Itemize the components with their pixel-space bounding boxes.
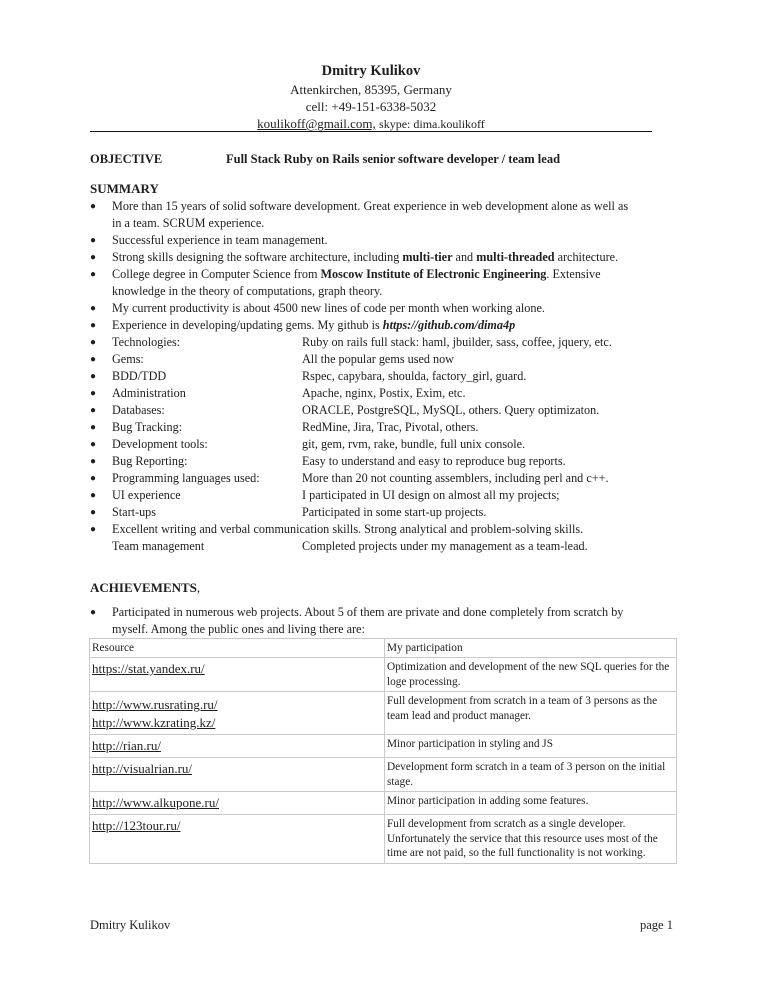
bullet-text: architecture. [554,250,619,264]
resource-cell [90,792,385,815]
participation-cell: Development form scratch in a team of 3 person on the initial stage. [385,758,677,792]
resource-cell [90,735,385,758]
list-item [90,419,702,436]
intro-line2: myself. Among the public ones and living there are: [112,622,365,636]
skype-handle: skype: dima.koulikoff [379,117,485,131]
skill-label: UI experience [112,488,181,502]
bullet-icon: ● [90,371,97,382]
bullet-text: and [452,250,477,264]
bullet-icon: ● [90,337,97,348]
objective-section [90,151,561,167]
achievements-heading [90,580,200,596]
skill-value: Rspec, capybara, shoulda, factory_girl, guard. [302,369,527,383]
list-item [90,402,702,419]
list-item [90,538,702,555]
bullet-icon: ● [90,524,97,535]
table-row [90,792,677,815]
cell-phone: cell: +49-151-6338-5032 [305,99,437,114]
bullet-text: Strong skills designing the software architecture, including [112,250,403,264]
bullet-text: College degree in Computer Science from [112,267,321,281]
bullet-icon: ● [90,507,97,518]
skill-label: Programming languages used: [112,471,260,485]
header-divider [90,131,652,132]
bullet-icon: ● [90,473,97,484]
footer-name: Dmitry Kulikov [90,918,171,932]
projects-table [89,638,677,864]
list-item [90,334,702,351]
achievements-intro [90,604,702,638]
bullet-text-line2: in a team. SCRUM experience. [112,216,265,230]
bullet-text: Experience in developing/updating gems. My github is [112,318,383,332]
participation-cell: Minor participation in styling and JS [385,735,677,758]
resource-link[interactable]: http://visualrian.ru/ [92,761,193,776]
skill-label: Bug Reporting: [112,454,188,468]
bullet-text: My current productivity is about 4500 new lines of code per month when working alone. [112,301,545,315]
column-header-resource: Resource [90,639,385,658]
bullet-icon: ● [90,252,97,263]
resource-link[interactable]: http://rian.ru/ [92,738,161,753]
summary-heading: SUMMARY [90,181,159,196]
skill-label: BDD/TDD [112,369,167,383]
resource-cell [90,815,385,864]
column-header-participation: My participation [385,639,677,658]
bullet-bold: multi-threaded [476,250,555,264]
address: Attenkirchen, 85395, Germany [290,82,452,97]
resource-link[interactable]: http://www.alkupone.ru/ [92,795,219,810]
table-row [90,735,677,758]
bullet-icon: ● [90,201,97,212]
list-item [90,385,702,402]
page-number: page 1 [640,918,673,932]
bullet-text: Excellent writing and verbal communication skills. Strong analytical and problem-solving skills. [112,522,584,536]
bullet-icon: ● [90,354,97,365]
resource-cell [90,658,385,692]
intro-line1: Participated in numerous web projects. About 5 of them are private and done completely from scratch by [112,605,624,619]
contact-header [90,62,652,133]
resource-link[interactable]: https://stat.yandex.ru/ [92,661,205,676]
list-item [90,232,702,249]
list-item [90,453,702,470]
table-row [90,692,677,735]
bullet-icon: ● [90,388,97,399]
candidate-name: Dmitry Kulikov [321,63,421,79]
resource-link[interactable]: http://123tour.ru/ [92,818,181,833]
objective-value: Full Stack Ruby on Rails senior software developer / team lead [226,152,561,166]
skill-value: Ruby on rails full stack: haml, jbuilder, sass, coffee, jquery, etc. [302,335,612,349]
bullet-text-line1: More than 15 years of solid software development. Great experience in web development alone as well as [112,199,629,213]
list-item [90,470,702,487]
skill-label: Team management [112,539,205,553]
bullet-text-line2: knowledge in the theory of computations, graph theory. [112,284,383,298]
bullet-icon: ● [90,269,97,280]
skill-value: More than 20 not counting assemblers, including perl and c++. [302,471,609,485]
list-item [90,521,702,538]
skill-label: Gems: [112,352,144,366]
bullet-icon: ● [90,439,97,450]
resource-link[interactable]: http://www.rusrating.ru/ [92,697,218,712]
bullet-icon: ● [90,303,97,314]
list-item [90,351,702,368]
bullet-text-line1 [112,266,702,283]
participation-cell: Full development from scratch as a single developer. Unfortunately the service that this resource uses most of the time are not paid, so the full functionality is not working. [385,815,677,864]
bullet-bold: Moscow Institute of Electronic Engineering [320,267,547,281]
list-item [90,249,702,266]
table-row [90,758,677,792]
skill-label: Databases: [112,403,165,417]
objective-label: OBJECTIVE [90,152,163,166]
table-row [90,815,677,864]
table-row [90,658,677,692]
skill-value: I participated in UI design on almost all my projects; [302,488,560,502]
skill-label: Technologies: [112,335,181,349]
list-item [90,198,702,232]
bullet-icon: ● [90,235,97,246]
skill-label: Bug Tracking: [112,420,183,434]
skill-value: Easy to understand and easy to reproduce bug reports. [302,454,566,468]
bullet-text: . Extensive [546,267,601,281]
list-item [90,317,702,334]
list-item [90,266,702,300]
bullet-icon: ● [90,320,97,331]
skill-value: Participated in some start-up projects. [302,505,487,519]
list-item [90,436,702,453]
participation-cell: Full development from scratch in a team of 3 persons as the team lead and product manager. [385,692,677,735]
bullet-icon: ● [90,422,97,433]
list-item [90,487,702,504]
summary-list [90,198,702,555]
bullet-bold: multi-tier [402,250,453,264]
skill-value: RedMine, Jira, Trac, Pivotal, others. [302,420,479,434]
skill-value: ORACLE, PostgreSQL, MySQL, others. Query optimizaton. [302,403,600,417]
skill-label: Administration [112,386,186,400]
bullet-icon: ● [90,490,97,501]
bullet-icon: ● [90,607,97,618]
skill-value: Completed projects under my management as a team-lead. [302,539,588,553]
skill-label: Start-ups [112,505,157,519]
participation-cell: Optimization and development of the new SQL queries for the loge processing. [385,658,677,692]
github-link[interactable]: https://github.com/dima4p [382,318,516,332]
achievements-comma: , [196,580,201,595]
achievements-title: ACHIEVEMENTS [90,580,197,595]
list-item [90,504,702,521]
table-header-row [90,639,677,658]
skill-value: All the popular gems used now [302,352,454,366]
list-item [90,300,702,317]
skill-label: Development tools: [112,437,208,451]
resource-link[interactable]: http://www.kzrating.kz/ [92,715,216,730]
participation-cell: Minor participation in adding some features. [385,792,677,815]
skill-value: Apache, nginx, Postix, Exim, etc. [302,386,466,400]
bullet-icon: ● [90,405,97,416]
email-link[interactable]: koulikoff@gmail.com, [257,116,376,131]
skills-list [90,334,702,521]
list-item [90,368,702,385]
resource-cell [90,692,385,735]
resource-cell [90,758,385,792]
skill-value: git, gem, rvm, rake, bundle, full unix console. [302,437,526,451]
bullet-icon: ● [90,456,97,467]
bullet-text: Successful experience in team management. [112,233,328,247]
